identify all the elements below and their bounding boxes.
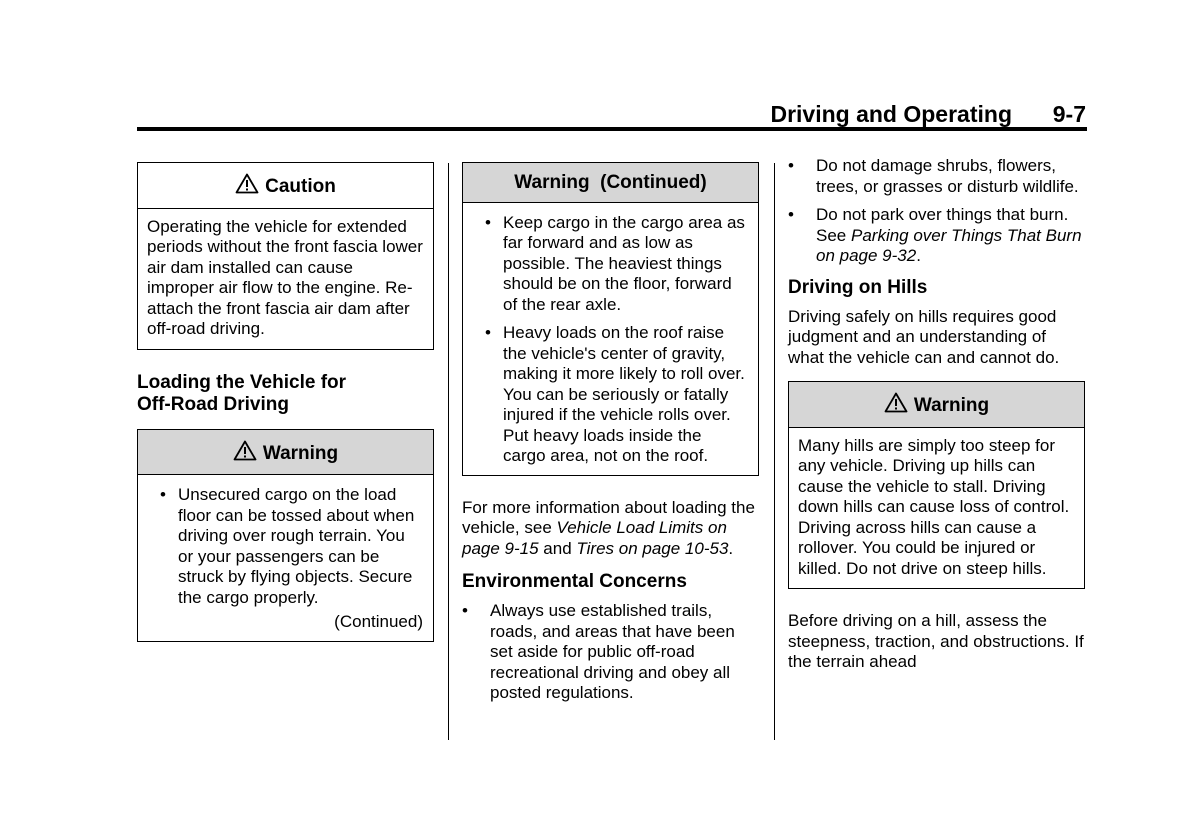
column-2 xyxy=(462,162,759,704)
list-item xyxy=(483,213,748,316)
list-item xyxy=(788,205,1085,267)
bullet-text: . xyxy=(916,246,921,265)
section-heading-loading xyxy=(137,372,434,416)
caution-header xyxy=(138,163,433,209)
section-heading-loading-line2: Off-Road Driving xyxy=(137,393,289,415)
cross-reference-link[interactable]: Vehicle Load Limits on page 9-15 xyxy=(462,518,727,558)
list-item xyxy=(483,323,748,467)
warning-continued-list xyxy=(483,213,748,467)
bullet-icon: • xyxy=(160,485,166,504)
info-text: and xyxy=(538,538,577,558)
page-number: 9-7 xyxy=(1052,101,1086,127)
list-item xyxy=(158,485,423,608)
continued-label: (Continued) xyxy=(334,612,423,631)
warning-triangle-icon xyxy=(235,173,259,200)
section-heading-hills: Driving on Hills xyxy=(788,276,928,298)
list-item xyxy=(462,601,759,704)
warning-title: Warning xyxy=(262,442,339,464)
warning-body: Many hills are simply too steep for any vehicle. Driving up hills can cause the vehicle to stall. Driving down hills can cause loss of control. Driving across hills can cause a rollover. You could be injured or killed. Do not drive on steep hills. xyxy=(798,435,1070,578)
caution-title: Caution xyxy=(265,176,336,197)
warning-continued-header: Warning (Continued) xyxy=(463,163,758,203)
column-3 xyxy=(788,156,1085,673)
warning-continued-body xyxy=(463,203,758,475)
bullet-icon: • xyxy=(788,156,794,175)
section-heading-environmental: Environmental Concerns xyxy=(462,571,687,592)
warning-triangle-icon xyxy=(884,392,908,419)
bullet-text: Do not damage shrubs, flowers, trees, or grasses or disturb wildlife. xyxy=(816,156,1079,196)
cross-reference-link[interactable]: Tires on page 10-53 xyxy=(576,538,729,558)
list-item xyxy=(788,156,1085,197)
caution-body: Operating the vehicle for extended periods without the front fascia lower air dam installed can cause improper air flow to the engine. Re-attach the front fascia air dam after off-road driving. xyxy=(147,216,423,338)
bullet-text: Do not park over things that burn. See xyxy=(816,205,1069,245)
bullet-text: Keep cargo in the cargo area as far forward and as low as possible. The heaviest things should be on the floor, forward of the rear axle. xyxy=(503,212,745,314)
warning-continued-box xyxy=(462,162,759,476)
bullet-icon: • xyxy=(485,212,491,232)
page-header-title: Driving and Operating xyxy=(770,101,1012,127)
environmental-list xyxy=(462,601,759,704)
warning-header xyxy=(138,430,433,476)
environmental-list-continued xyxy=(788,156,1085,267)
caution-box xyxy=(137,162,434,350)
warning-triangle-icon xyxy=(233,440,257,467)
header-divider xyxy=(137,127,1087,131)
bullet-icon: • xyxy=(485,323,491,342)
bullet-text: Unsecured cargo on the load floor can be tossed about when driving over rough terrain. You or your passengers can be struck by flying objects. Secure the cargo properly. xyxy=(178,485,415,607)
column-1 xyxy=(137,162,434,642)
hills-paragraph: Driving safely on hills requires good judgment and an understanding of what the vehicle can and cannot do. xyxy=(788,306,1060,367)
final-paragraph: Before driving on a hill, assess the steepness, traction, and obstructions. If the terrain ahead xyxy=(788,611,1084,671)
warning-title: Warning xyxy=(913,395,990,416)
info-text: . xyxy=(728,538,734,558)
info-text: For more information about loading the vehicle, see xyxy=(462,497,755,537)
section-heading-loading-line1: Loading the Vehicle for xyxy=(137,371,347,393)
bullet-text: Heavy loads on the roof raise the vehicle's center of gravity, making it more likely to roll over. You can be seriously or fatally injured if the vehicle rolls over. Put heavy loads inside the cargo area, not on the roof. xyxy=(503,323,745,465)
warning-box-hills xyxy=(788,381,1085,589)
warning-header xyxy=(789,382,1084,428)
loading-info-paragraph xyxy=(462,498,759,560)
bullet-text: Always use established trails, roads, and areas that have been set aside for public off-road recreational driving and obey all posted regulations. xyxy=(490,601,735,702)
cross-reference-link[interactable]: Parking over Things That Burn on page 9-32 xyxy=(816,225,1082,265)
column-divider-2 xyxy=(774,163,775,740)
warning-bullet-list xyxy=(158,485,423,608)
bullet-icon: • xyxy=(462,601,468,620)
column-divider-1 xyxy=(448,163,449,740)
bullet-icon: • xyxy=(788,205,794,224)
warning-box-loading xyxy=(137,429,434,642)
warning-body xyxy=(138,475,433,641)
